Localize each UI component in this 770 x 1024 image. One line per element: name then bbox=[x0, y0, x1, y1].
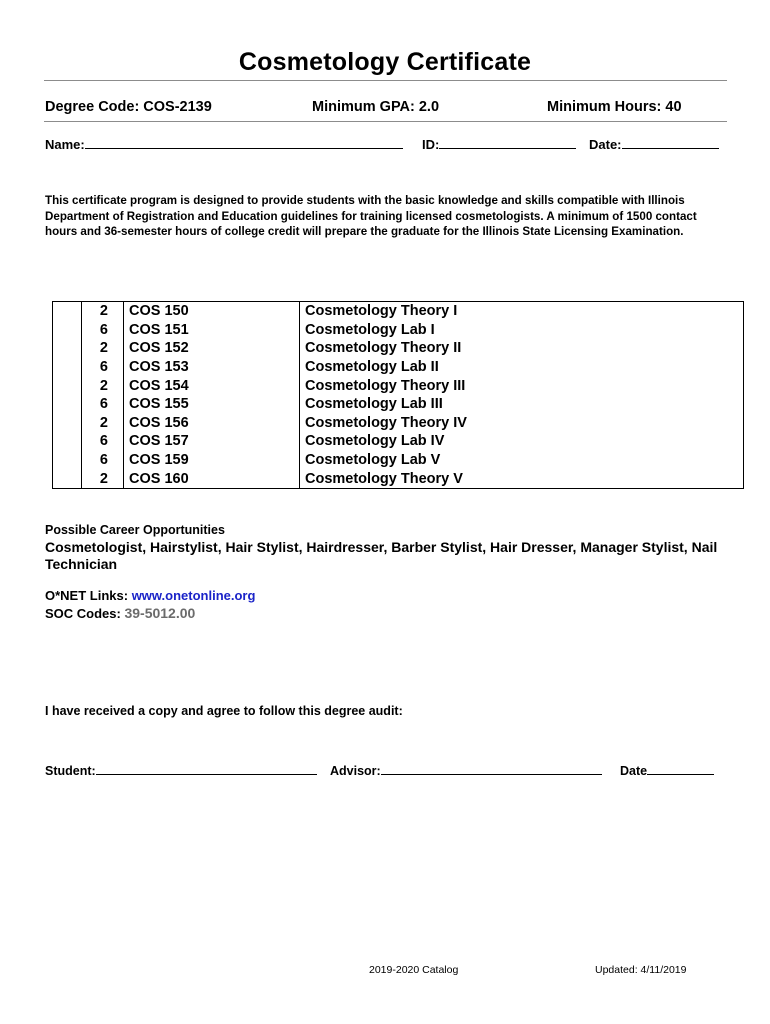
course-name: Cosmetology Theory II bbox=[300, 339, 744, 358]
course-code: COS 154 bbox=[124, 376, 300, 395]
student-label: Student: bbox=[45, 764, 96, 778]
course-row bbox=[53, 339, 744, 358]
minimum-gpa: Minimum GPA: 2.0 bbox=[312, 99, 440, 115]
course-name: Cosmetology Lab III bbox=[300, 395, 744, 414]
course-row bbox=[53, 451, 744, 470]
signature-date-blank[interactable] bbox=[647, 762, 714, 775]
signature-date[interactable] bbox=[620, 762, 714, 778]
soc-codes bbox=[45, 605, 195, 621]
course-code: COS 160 bbox=[124, 469, 300, 488]
course-code: COS 155 bbox=[124, 395, 300, 414]
id-label: ID: bbox=[422, 137, 440, 152]
course-blank-cell bbox=[53, 302, 82, 321]
course-table bbox=[52, 301, 744, 489]
name-blank[interactable] bbox=[85, 136, 403, 149]
course-name: Cosmetology Theory III bbox=[300, 376, 744, 395]
course-name: Cosmetology Theory V bbox=[300, 469, 744, 488]
course-blank-cell bbox=[53, 414, 82, 433]
course-blank-cell bbox=[53, 321, 82, 340]
name-field[interactable] bbox=[45, 136, 403, 152]
student-signature[interactable] bbox=[45, 762, 317, 778]
course-row bbox=[53, 469, 744, 488]
course-row bbox=[53, 358, 744, 377]
course-blank-cell bbox=[53, 376, 82, 395]
course-name: Cosmetology Lab IV bbox=[300, 432, 744, 451]
id-blank[interactable] bbox=[439, 136, 576, 149]
soc-label: SOC Codes: bbox=[45, 606, 125, 621]
course-code: COS 157 bbox=[124, 432, 300, 451]
program-description: This certificate program is designed to provide students with the basic knowledge and skills compatible with Illinois Department of Registration and Education guidelines for training licensed cosmetologists. A minimum of 1500 contact hours and 36-semester hours of college credit will prepare the graduate for the Illinois State Licensing Examination. bbox=[45, 194, 697, 238]
course-name: Cosmetology Theory IV bbox=[300, 414, 744, 433]
career-list: Cosmetologist, Hairstylist, Hair Stylist, Hairdresser, Barber Stylist, Hair Dresser, Manager Stylist, Nail Technician bbox=[45, 539, 718, 572]
course-blank-cell bbox=[53, 469, 82, 488]
minimum-hours: Minimum Hours: 40 bbox=[547, 99, 682, 115]
course-row bbox=[53, 376, 744, 395]
page-title: Cosmetology Certificate bbox=[238, 48, 532, 76]
date-field[interactable] bbox=[589, 136, 719, 152]
date-blank[interactable] bbox=[622, 136, 719, 149]
course-hours: 2 bbox=[82, 469, 124, 488]
agreement-statement: I have received a copy and agree to follow this degree audit: bbox=[45, 704, 403, 718]
course-name: Cosmetology Lab V bbox=[300, 451, 744, 470]
title-rule bbox=[44, 80, 727, 81]
course-hours: 2 bbox=[82, 339, 124, 358]
course-row bbox=[53, 395, 744, 414]
soc-value: 39-5012.00 bbox=[124, 605, 196, 621]
course-code: COS 151 bbox=[124, 321, 300, 340]
course-row bbox=[53, 302, 744, 321]
advisor-signature[interactable] bbox=[330, 762, 602, 778]
course-code: COS 150 bbox=[124, 302, 300, 321]
course-code: COS 159 bbox=[124, 451, 300, 470]
course-hours: 2 bbox=[82, 414, 124, 433]
course-blank-cell bbox=[53, 339, 82, 358]
footer-updated: Updated: 4/11/2019 bbox=[595, 964, 687, 976]
course-hours: 6 bbox=[82, 451, 124, 470]
course-code: COS 153 bbox=[124, 358, 300, 377]
student-blank[interactable] bbox=[96, 762, 317, 775]
signature-date-label: Date bbox=[620, 764, 648, 778]
date-label: Date: bbox=[589, 137, 622, 152]
course-code: COS 152 bbox=[124, 339, 300, 358]
onet-links bbox=[45, 588, 255, 603]
course-hours: 6 bbox=[82, 321, 124, 340]
advisor-label: Advisor: bbox=[330, 764, 381, 778]
onet-link[interactable]: www.onetonline.org bbox=[131, 588, 256, 603]
course-blank-cell bbox=[53, 432, 82, 451]
course-code: COS 156 bbox=[124, 414, 300, 433]
header-rule bbox=[44, 121, 727, 122]
course-hours: 6 bbox=[82, 432, 124, 451]
course-name: Cosmetology Lab I bbox=[300, 321, 744, 340]
course-blank-cell bbox=[53, 358, 82, 377]
onet-label: O*NET Links: bbox=[45, 588, 132, 603]
course-row bbox=[53, 414, 744, 433]
course-hours: 6 bbox=[82, 358, 124, 377]
degree-code: Degree Code: COS-2139 bbox=[45, 99, 212, 115]
name-label: Name: bbox=[45, 137, 85, 152]
course-row bbox=[53, 432, 744, 451]
course-name: Cosmetology Lab II bbox=[300, 358, 744, 377]
course-row bbox=[53, 321, 744, 340]
id-field[interactable] bbox=[422, 136, 576, 152]
course-hours: 6 bbox=[82, 395, 124, 414]
course-blank-cell bbox=[53, 451, 82, 470]
career-heading: Possible Career Opportunities bbox=[45, 523, 225, 537]
course-name: Cosmetology Theory I bbox=[300, 302, 744, 321]
advisor-blank[interactable] bbox=[381, 762, 602, 775]
course-hours: 2 bbox=[82, 302, 124, 321]
course-hours: 2 bbox=[82, 376, 124, 395]
footer-catalog: 2019-2020 Catalog bbox=[369, 964, 459, 976]
course-blank-cell bbox=[53, 395, 82, 414]
